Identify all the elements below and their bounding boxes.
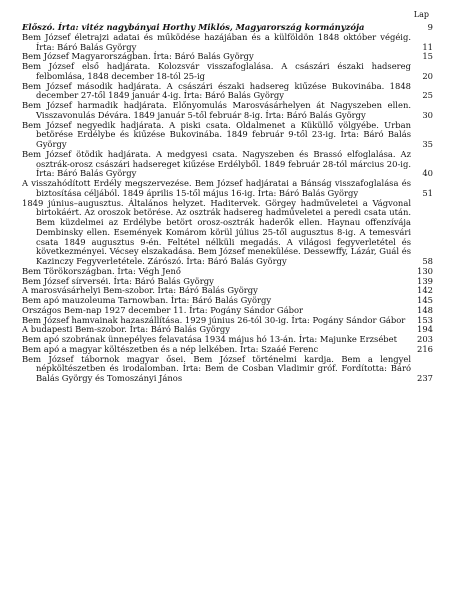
toc-entry-text: Bem apó a magyar költészetben és a nép lelkében. Írta: Szaáé Ferenc	[22, 343, 319, 354]
toc-entry-page: 148	[417, 304, 433, 315]
table-of-contents	[22, 23, 433, 384]
toc-entry-text: Bem József életrajzi adatai és működése hazájában és a külföldön 1848 október végéig. Írta: Báró Balás György	[22, 31, 411, 52]
toc-entry	[22, 179, 433, 199]
toc-entry-text: Bem József harmadik hadjárata. Előnyomulás Marosvásárhelyen át Nagyszeben ellen. Visszavonulás Dévára. 1849 január 5-től február 8-ig. Írta: Báró Balás György	[22, 100, 411, 120]
toc-entry	[22, 33, 433, 53]
toc-entry-page: 58	[422, 256, 433, 266]
toc-entry-page: 194	[417, 324, 433, 335]
toc-entry-page: 142	[417, 285, 433, 296]
toc-entry-text: Bem apó mauzoleuma Tarnowban. Írta: Báró Balás György	[22, 295, 272, 305]
toc-entry-text: Bem Törökországban. Írta: Végh Jenő	[22, 265, 181, 276]
toc-entry-page: 25	[422, 90, 433, 101]
toc-entry	[22, 199, 433, 267]
toc-entry-text: 1849 június–augusztus. Általános helyzet. Haditervek. Görgey hadműveletei a Vágvonal birtokáért. Az oroszok betörése. Az osztrák hadsereg hadműveletei a peredi csata után. Bem küzdelmei az Erdélybe betört orosz-osztrák haderők ellen. Haynau offenzívája Dembinsky ellen. Események Komárom körül július 25-től augusztus 8-ig. A temesvári csata 1849 augusztus 9-én. Feltétel nélküli megadás. A világosi fegyverletétel és következményei. Vécsey elszakadása. Bem József menekülése. Dessewffy, Lázár, Guál és Kazinczy Fegyverletétele. Zárószó. Írta: Báró Balás György	[22, 197, 411, 266]
toc-entry-page: 15	[422, 51, 433, 62]
toc-entry-page: 40	[422, 168, 433, 179]
toc-entry	[22, 62, 433, 82]
toc-entry-page: 203	[417, 334, 433, 344]
toc-entry-text: Bem József első hadjárata. Kolozsvár visszafoglalása. A császári északi hadsereg felbomlása, 1848 december 18-tól 25-ig	[22, 61, 411, 81]
toc-entry-text: A visszahódított Erdély megszervezése. Bem József hadjáratai a Bánság visszafoglalása és biztosítása céljából. 1849 április 15-től május 16-ig. Írta: Báró Balás György	[22, 178, 411, 198]
toc-entry-text: A budapesti Bem-szobor. Írta: Báró Balás György	[22, 324, 230, 335]
toc-entry	[22, 150, 433, 179]
toc-entry-page: 145	[417, 295, 433, 305]
toc-entry	[22, 121, 433, 150]
toc-entry-page: 216	[417, 343, 433, 354]
toc-entry-text: A marosvásárhelyi Bem-szobor. Írta: Báró Balás György	[22, 285, 258, 296]
toc-entry	[22, 82, 433, 102]
toc-entry-text: Bem apó szobrának ünnepélyes felavatása 1934 május hó 13-án. Írta: Majunke Erzsébet	[22, 334, 397, 344]
toc-entry-text: Országos Bem-nap 1927 december 11. Írta: Pogány Sándor Gábor	[22, 304, 303, 315]
toc-entry-page: 9	[427, 22, 433, 32]
toc-entry-text: Bem József ötödik hadjárata. A medgyesi csata. Nagyszeben és Brassó elfoglalása. Az osztrák-orosz császári hadsereget kiűzése Erdélyből. 1849 február 28-tól március 20-ig. Írta: Báró Balás György	[22, 148, 411, 179]
toc-entry-page: 237	[417, 373, 433, 383]
toc-entry-text: Bem József tábornok magyar ősei. Bem József történelmi kardja. Bem a lengyel népköltészetben és irodalomban. Írta: Bem de Cosban Vladimir gróf. Fordította: Báró Balás György és Tomoszányi János	[22, 353, 411, 383]
toc-entry-text: Bem József hamvainak hazaszállítása. 1929 június 26-tól 30-ig. Írta: Pogány Sándor Gábor	[22, 314, 406, 325]
toc-entry-text: Előszó. Írta: vitéz nagybányai Horthy Miklós, Magyarország kormányzója	[22, 22, 365, 32]
toc-entry-page: 51	[422, 187, 433, 198]
toc-entry-page: 11	[422, 41, 433, 52]
toc-entry-text: Bem József negyedik hadjárata. A piski csata. Oldalmenet a Küküllő völgyébe. Urban betörése Erdélybe és kiűzése Bukovinába. 1849 február 9-től 23-ig. Írta: Báró Balás György	[22, 119, 411, 149]
toc-entry-page: 130	[417, 265, 433, 276]
toc-entry-page: 20	[422, 70, 433, 81]
toc-entry-page: 139	[417, 275, 433, 286]
page-column-label: Lap	[413, 10, 429, 19]
toc-entry-page: 30	[422, 109, 433, 120]
toc-entry-text: Bem József sírverséi. Írta: Báró Balás György	[22, 275, 214, 286]
toc-entry-page: 35	[422, 139, 433, 149]
toc-entry	[22, 101, 433, 121]
toc-entry	[22, 355, 433, 384]
toc-entry-text: Bem József Magyarországban. Írta: Báró Balás György	[22, 51, 254, 62]
toc-entry-page: 153	[417, 314, 433, 325]
toc-entry-text: Bem József második hadjárata. A császári északi hadsereg kiűzése Bukovinába. 1848 december 27-től 1849 január 4-ig. Írta: Báró Balás György	[22, 80, 411, 101]
